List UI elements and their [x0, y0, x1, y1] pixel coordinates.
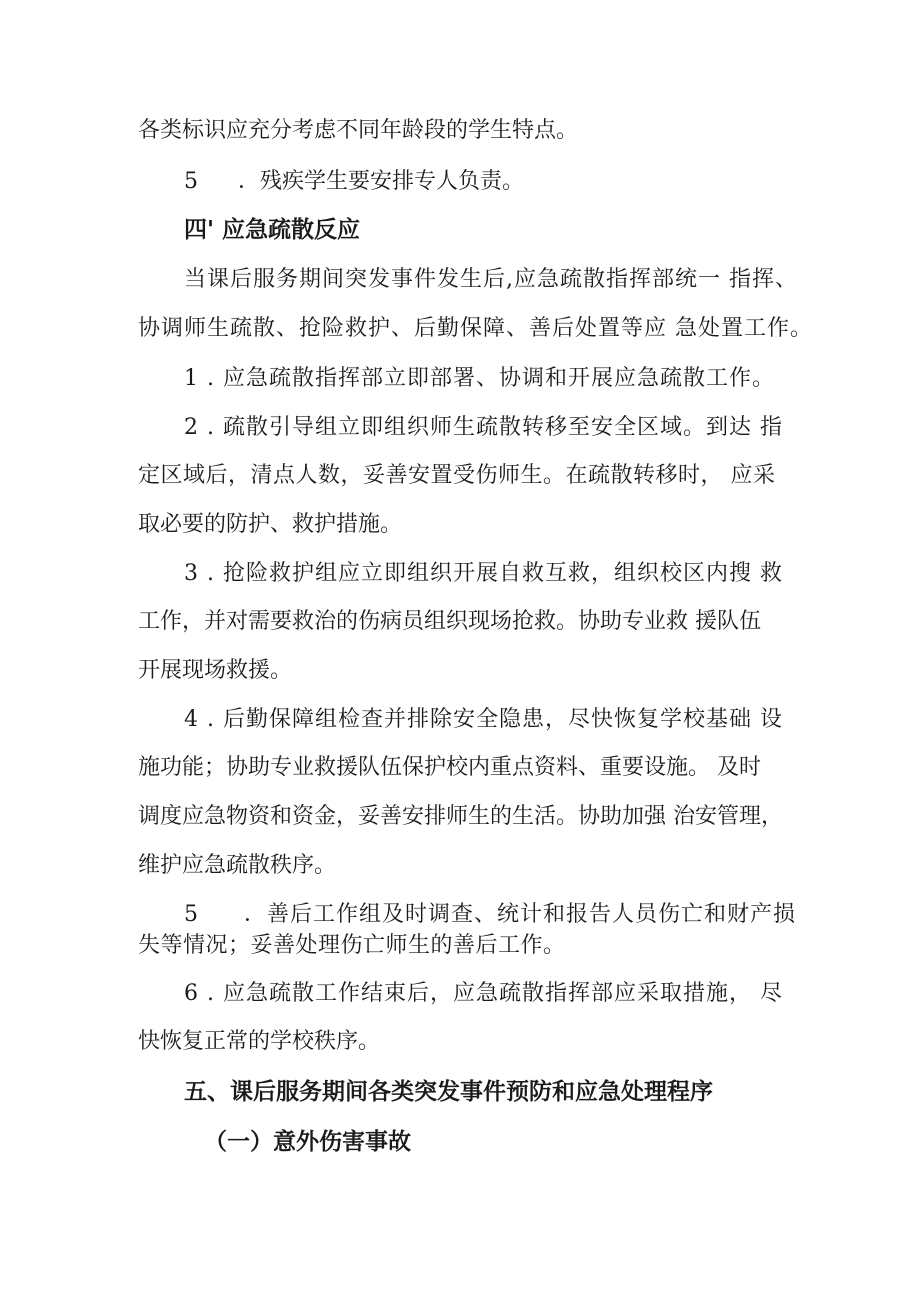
paragraph-line: 6 . 应急疏散工作结束后，应急疏散指挥部应采取措施， 尽: [184, 981, 783, 1006]
paragraph-line: 协调师生疏散、抢险救护、后勤保障、善后处置等应 急处置工作。: [138, 316, 813, 341]
paragraph-line: 当课后服务期间突发事件发生后,应急疏散指挥部统一 指挥、: [184, 267, 798, 292]
paragraph-line: 调度应急物资和资金，妥善安排师生的生活。协助加强 治安管理，: [138, 804, 783, 829]
section-heading: 五、课后服务期间各类突发事件预防和应急处理程序: [184, 1079, 713, 1105]
paragraph-line: 工作，并对需要救治的伤病员组织现场抢救。协助专业救 援队伍: [138, 609, 761, 634]
paragraph-line: 4 . 后勤保障组检查并排除安全隐患，尽快恢复学校基础 设: [184, 707, 783, 732]
paragraph-line: 定区域后，清点人数，妥善安置受伤师生。在疏散转移时， 应采: [138, 463, 776, 488]
paragraph-line: 2 . 疏散引导组立即组织师生疏散转移至安全区域。到达 指: [184, 415, 783, 440]
section-heading: 四' 应急疏散反应: [184, 217, 361, 243]
paragraph-line: 快恢复正常的学校秩序。: [138, 1029, 381, 1054]
paragraph-line: 开展现场救援。: [138, 658, 293, 683]
subsection-heading: （一）意外伤害事故: [204, 1129, 411, 1155]
paragraph-line: 取必要的防护、救护措施。: [138, 512, 403, 537]
paragraph-line: 维护应急疏散秩序。: [138, 853, 337, 878]
paragraph-line: ．残疾学生要安排专人负责。: [238, 169, 525, 194]
paragraph-line: 施功能；协助专业救援队伍保护校内重点资料、重要设施。 及时: [138, 755, 761, 780]
item-number: 5: [184, 169, 198, 194]
paragraph-line: 3 . 抢险救护组应立即组织开展自救互救，组织校区内搜 救: [184, 561, 783, 586]
paragraph-line: 1 . 应急疏散指挥部立即部署、协调和开展应急疏散工作。: [184, 366, 775, 391]
item-number: 5: [184, 902, 198, 927]
paragraph-line: 各类标识应充分考虑不同年龄段的学生特点。: [138, 118, 579, 143]
paragraph-line: 失等情况；妥善处理伤亡师生的善后工作。: [138, 933, 566, 958]
paragraph-line: ．善后工作组及时调查、统计和报告人员伤亡和财产损: [244, 902, 797, 927]
